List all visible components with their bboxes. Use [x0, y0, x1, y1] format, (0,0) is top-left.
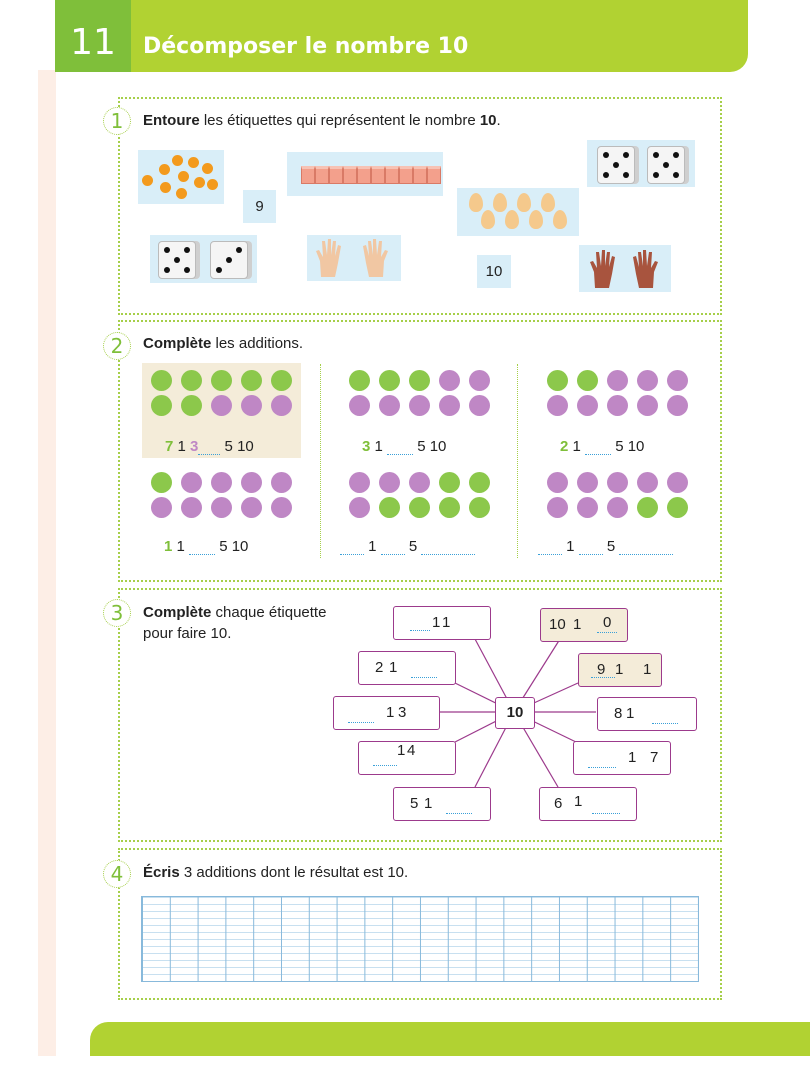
- tag-2[interactable]: 2 1: [358, 651, 456, 685]
- exercise-4-number: 4: [103, 860, 131, 888]
- exercise-2-instruction: Complète les additions.: [143, 335, 304, 352]
- footer-banner: [90, 1022, 810, 1056]
- center-number: 10: [495, 697, 535, 729]
- exercise-2-number: 2: [103, 332, 131, 360]
- lesson-number: 11: [55, 0, 131, 72]
- addition-3[interactable]: 2 1 5 10: [560, 438, 645, 455]
- addition-6[interactable]: 1 5: [538, 538, 673, 555]
- addition-2[interactable]: 3 1 5 10: [362, 438, 447, 455]
- tag-3[interactable]: 1 3: [333, 696, 440, 730]
- card-number-10[interactable]: 10: [477, 255, 511, 288]
- exercise-1-number: 1: [103, 107, 131, 135]
- tag-1[interactable]: 1 1: [393, 606, 491, 640]
- exercise-3-instruction: Complète chaque étiquette pour faire 10.: [143, 604, 327, 642]
- addition-1: 7 1 3 5 10: [165, 438, 254, 455]
- addition-4[interactable]: 1 1 5 10: [164, 538, 249, 555]
- page-title: Décomposer le nombre 10: [143, 34, 469, 59]
- tag-8[interactable]: 8 1: [597, 697, 697, 731]
- tag-4[interactable]: 1 4: [358, 741, 456, 775]
- exercise-3-number: 3: [103, 599, 131, 627]
- tag-10[interactable]: 6 1: [539, 787, 637, 821]
- tag-5[interactable]: 5 1: [393, 787, 491, 821]
- tag-7: 9 1 1: [578, 653, 662, 687]
- writing-grid[interactable]: [141, 896, 699, 982]
- exercise-4-instruction: Écris 3 additions dont le résultat est 10.: [143, 864, 409, 881]
- tag-9[interactable]: 1 7: [573, 741, 671, 775]
- exercise-1-instruction: Entoure les étiquettes qui représentent le nombre 10.: [143, 112, 501, 129]
- tag-6: 10 1 0: [540, 608, 628, 642]
- addition-5[interactable]: 1 5: [340, 538, 475, 555]
- card-number-9[interactable]: 9: [243, 190, 276, 223]
